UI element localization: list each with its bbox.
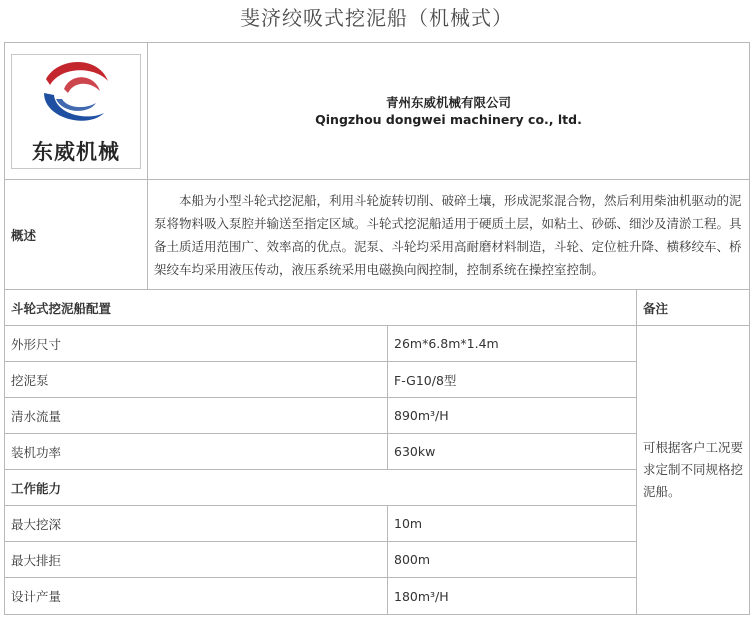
company-name-en: Qingzhou dongwei machinery co., ltd.	[315, 112, 582, 127]
note-text: 可根据客户工况要求定制不同规格挖泥船。	[637, 326, 750, 615]
row-value: 10m	[388, 506, 637, 542]
config-header-row	[5, 290, 750, 326]
row-label: 设计产量	[5, 578, 388, 615]
overview-row	[5, 180, 750, 290]
logo-text: 东威机械	[32, 139, 120, 164]
header-row	[5, 43, 750, 180]
spec-table	[4, 42, 750, 615]
row-label: 最大排拒	[5, 542, 388, 578]
config-header: 斗轮式挖泥船配置	[5, 290, 637, 326]
row-value: 630kw	[388, 434, 637, 470]
table-row	[5, 326, 750, 362]
row-value: F-G10/8型	[388, 362, 637, 398]
note-header: 备注	[637, 290, 750, 326]
row-label: 外形尺寸	[5, 326, 388, 362]
row-label: 挖泥泵	[5, 362, 388, 398]
row-value: 800m	[388, 542, 637, 578]
row-label: 装机功率	[5, 434, 388, 470]
overview-label: 概述	[5, 180, 148, 290]
page-title: 斐济绞吸式挖泥船（机械式）	[240, 6, 513, 30]
row-label: 清水流量	[5, 398, 388, 434]
section-header: 工作能力	[5, 470, 637, 506]
row-value: 26m*6.8m*1.4m	[388, 326, 637, 362]
overview-text: 本船为小型斗轮式挖泥船，利用斗轮旋转切削、破碎土壤，形成泥浆混合物，然后利用柴油机驱动的泥泵将物料吸入泵腔并输送至指定区域。斗轮式挖泥船适用于硬质土层，如粘土、砂砾、细沙及清淤工程。具备土质适用范围广、效率高的优点。泥泵、斗轮均采用高耐磨材料制造，斗轮、定位桩升降、横移绞车、桥架绞车均采用液压传动，液压系统采用电磁换向阀控制，控制系统在操控室控制。	[148, 180, 750, 290]
row-value: 180m³/H	[388, 578, 637, 615]
row-label: 最大挖深	[5, 506, 388, 542]
row-value: 890m³/H	[388, 398, 637, 434]
company-cell	[148, 43, 750, 180]
logo-cell	[5, 43, 148, 180]
logo-swoosh-icon	[40, 59, 112, 131]
company-logo	[11, 54, 141, 169]
company-name-cn: 青州东威机械有限公司	[386, 95, 512, 110]
